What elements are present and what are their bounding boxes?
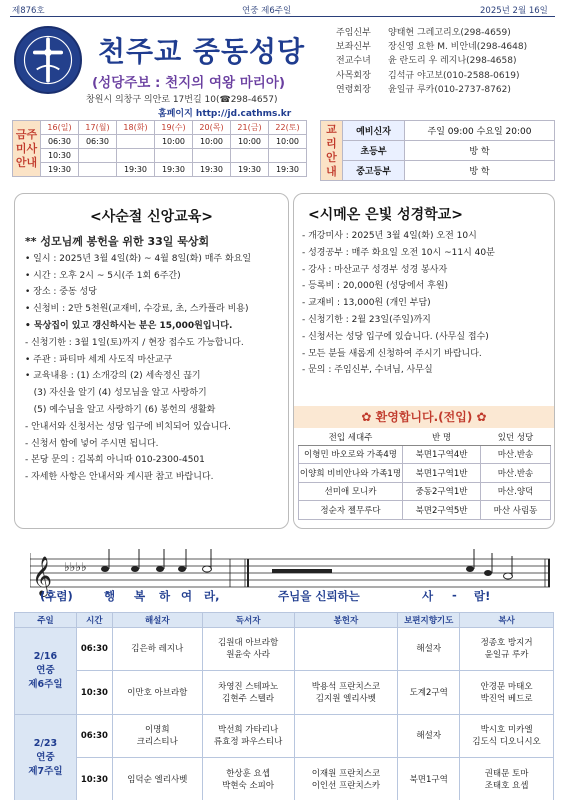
duty-header: 독서자 bbox=[202, 613, 294, 628]
lent-item: • 시간 : 오후 2시 ~ 5시(주 1회 6주간) bbox=[25, 270, 181, 281]
mass-row: 19:30 19:30 19:30 19:30 19:30 19:30 bbox=[13, 163, 307, 177]
staff-row: 연령회장 윤일규 루카(010-2737-8762) bbox=[336, 84, 511, 95]
lent-item: - 안내서와 신청서는 성당 입구에 비치되어 있습니다. bbox=[25, 421, 231, 432]
day-header: 18(화) bbox=[117, 121, 155, 135]
liturgical-week: 연중 제6주일 bbox=[242, 6, 292, 16]
staff-list bbox=[336, 26, 527, 97]
lent-item: • 묵상집이 있고 갱신하시는 분은 15,000원입니다. bbox=[25, 320, 233, 331]
lent-item: - 신청서 함에 넣어 주시면 됩니다. bbox=[25, 438, 159, 449]
bible-item: - 교재비 : 13,000원 (개인 부담) bbox=[302, 298, 431, 309]
flower-icon: ✿ bbox=[361, 410, 376, 424]
mass-row: 10:30 bbox=[13, 149, 307, 163]
bible-title: <시메온 은빛 성경학교> bbox=[308, 207, 463, 223]
duty-header: 해설자 bbox=[112, 613, 202, 628]
duty-header: 보편지향기도 bbox=[398, 613, 460, 628]
lyric-word: - bbox=[452, 588, 457, 602]
catechism-value: 주일 09:00 수요일 20:00 bbox=[405, 121, 555, 141]
flower-icon: ✿ bbox=[472, 410, 487, 424]
lent-item: - 자세한 사항은 안내서와 게시판 참고 바랍니다. bbox=[25, 472, 214, 483]
welcome-header: 반 명 bbox=[403, 429, 481, 445]
staff-row: 주임신부 양태현 그레고리오(298-4659) bbox=[336, 28, 511, 38]
catechism-value: 방 학 bbox=[405, 141, 555, 161]
bible-school-box bbox=[293, 193, 555, 529]
staff-row: 사목회장 김석규 야고보(010-2588-0619) bbox=[336, 70, 520, 81]
lyric-word: 사 bbox=[422, 589, 434, 603]
catechism-label: 예비신자 bbox=[343, 121, 405, 141]
table-row: 이형민 바오로와 가족4명 북면1구역4반 마산.반송 bbox=[299, 445, 551, 464]
welcome-title: 환영합니다.(전입) bbox=[375, 410, 473, 424]
mass-schedule-table bbox=[12, 120, 307, 177]
svg-text:♭♭♭♭: ♭♭♭♭ bbox=[64, 560, 87, 574]
lent-item: • 신청비 : 2만 5천원(교재비, 수강료, 초, 스카플라 비용) bbox=[25, 304, 249, 315]
week-cell: 2/23 연중 제7주일 bbox=[15, 715, 77, 800]
lyric-word: 주님을 신뢰하는 bbox=[278, 589, 360, 603]
table-row: 이양희 비비안나와 가족1명 북면1구역1반 마산.반송 bbox=[299, 464, 551, 483]
top-bar bbox=[10, 4, 555, 16]
catechism-label: 중고등부 bbox=[343, 161, 405, 181]
bible-item: - 성경공부 : 매주 화요일 오전 10시 ~11시 40분 bbox=[302, 247, 495, 258]
lent-item: - 본당 문의 : 김복희 아니따 010-2300-4501 bbox=[25, 455, 205, 466]
duty-header: 봉헌자 bbox=[294, 613, 398, 628]
lent-title: <사순절 신앙교육> bbox=[89, 209, 213, 225]
welcome-table bbox=[298, 429, 551, 520]
bible-item: - 등록비 : 20,000원 (성당에서 후원) bbox=[302, 281, 449, 292]
lent-lead: ** 성모님께 봉헌을 위한 33일 묵상회 bbox=[25, 235, 210, 248]
bible-content bbox=[302, 228, 552, 379]
lyric-word: 복 bbox=[134, 589, 146, 603]
svg-text:𝄞: 𝄞 bbox=[32, 556, 53, 596]
duty-header: 주일 bbox=[15, 613, 77, 628]
welcome-banner bbox=[294, 406, 554, 428]
mass-side-label: 금주 미사 안내 bbox=[13, 121, 41, 177]
bible-item: - 신청기한 : 2월 23일(주일)까지 bbox=[302, 314, 431, 325]
day-header: 17(월) bbox=[79, 121, 117, 135]
issue-date: 2025년 2월 16일 bbox=[480, 6, 548, 16]
catechism-value: 방 학 bbox=[405, 161, 555, 181]
refrain-label: (후렴) bbox=[40, 589, 73, 603]
day-header: 19(수) bbox=[155, 121, 193, 135]
lent-item: - 신청기한 : 3월 1일(토)까지 / 현장 접수도 가능합니다. bbox=[25, 337, 244, 348]
day-header: 22(토) bbox=[269, 121, 307, 135]
bible-item: - 강사 : 마산교구 성경부 성경 봉사자 bbox=[302, 264, 448, 275]
lent-item: • 일시 : 2025년 3월 4일(화) ~ 4월 8일(화) 매주 화요일 bbox=[25, 253, 252, 264]
lent-education-box bbox=[14, 193, 289, 529]
day-header: 21(금) bbox=[231, 121, 269, 135]
lyric-word: 여 bbox=[181, 589, 193, 603]
lent-item: (5) 예수님을 알고 사랑하기 (6) 봉헌의 생활화 bbox=[25, 404, 216, 415]
lent-item: • 교육내용 : (1) 소개강의 (2) 세속정신 끊기 bbox=[25, 371, 201, 382]
lent-item: (3) 자신을 알기 (4) 성모님을 알고 사랑하기 bbox=[25, 388, 207, 399]
table-row: 선미애 모니카 중동2구역1반 마산.양덕 bbox=[299, 482, 551, 501]
table-row: 10:30 임덕순 엘리사벳 한상훈 요셉 박현숙 소피아 이재원 프란치스코 이인선 프란치스카 북면1구역 권태문 토마 조태호 요셉 bbox=[15, 758, 554, 800]
top-divider bbox=[10, 16, 555, 17]
bible-item: - 문의 : 주임신부, 수녀님, 사무실 bbox=[302, 365, 433, 376]
table-row: 정순자 젤무루다 북면2구역5반 마산 사림동 bbox=[299, 501, 551, 520]
church-address: 창원시 의창구 의안로 17번길 10(☎298-4657) bbox=[86, 95, 278, 105]
staff-row: 전교수녀 윤 란도리 우 레지나(298-4658) bbox=[336, 56, 517, 67]
lyric-word: 하 bbox=[159, 589, 171, 603]
welcome-header: 전입 세대주 bbox=[299, 429, 403, 445]
lent-item: • 장소 : 중동 성당 bbox=[25, 287, 97, 298]
day-header: 16(일) bbox=[41, 121, 79, 135]
bible-item: - 모든 분들 새롭게 신청하여 주시기 바랍니다. bbox=[302, 348, 482, 359]
staff-row: 보좌신부 장신영 요한 M. 비안네(298-4648) bbox=[336, 42, 528, 53]
issue-number: 제876호 bbox=[12, 6, 45, 16]
table-row: 2/23 연중 제7주일 06:30 이명희 크리스티나 박선희 가타리나 류효정 파우스티나 해설자 박시호 미카엘 김도식 디오니시오 bbox=[15, 715, 554, 758]
catechism-side-label: 교 리 안 내 bbox=[321, 121, 343, 181]
lyric-word: 행 bbox=[104, 589, 116, 603]
homepage-link[interactable]: 홈페이지 http://jd.cathms.kr bbox=[158, 109, 292, 119]
lent-content bbox=[25, 234, 287, 486]
day-header: 20(목) bbox=[193, 121, 231, 135]
ministry-duty-table bbox=[14, 612, 554, 800]
lent-item: • 주관 : 파티마 세계 사도직 마산교구 bbox=[25, 354, 173, 365]
duty-header: 복사 bbox=[460, 613, 554, 628]
welcome-header: 있던 성당 bbox=[481, 429, 551, 445]
lyric-word: 라, bbox=[204, 589, 220, 603]
lyric-word: 람! bbox=[474, 589, 491, 603]
bulletin-subtitle: (성당주보 : 천지의 여왕 마리아) bbox=[92, 75, 286, 91]
catechism-label: 초등부 bbox=[343, 141, 405, 161]
duty-header: 시간 bbox=[76, 613, 112, 628]
table-row: 10:30 이만호 아브라함 차영진 스테파노 김현주 스텔라 박용석 프란치스코 김지원 엘리사벳 도계2구역 안경문 마태오 박진억 베드로 bbox=[15, 671, 554, 715]
bible-item: - 신청서는 성당 입구에 있습니다. (사무실 접수) bbox=[302, 331, 489, 342]
church-logo-icon bbox=[14, 26, 82, 94]
mass-row: 06:30 06:30 10:00 10:00 10:00 10:00 bbox=[13, 135, 307, 149]
catechism-table bbox=[320, 120, 555, 181]
bible-item: - 개강미사 : 2025년 3월 4일(화) 오전 10시 bbox=[302, 231, 477, 241]
week-cell: 2/16 연중 제6주일 bbox=[15, 628, 77, 715]
table-row: 2/16 연중 제6주일 06:30 김은하 레지나 김원대 아브라함 원윤숙 사라 해설자 정종호 방지거 윤일규 루카 bbox=[15, 628, 554, 671]
church-name: 천주교 중동성당 bbox=[98, 35, 306, 68]
